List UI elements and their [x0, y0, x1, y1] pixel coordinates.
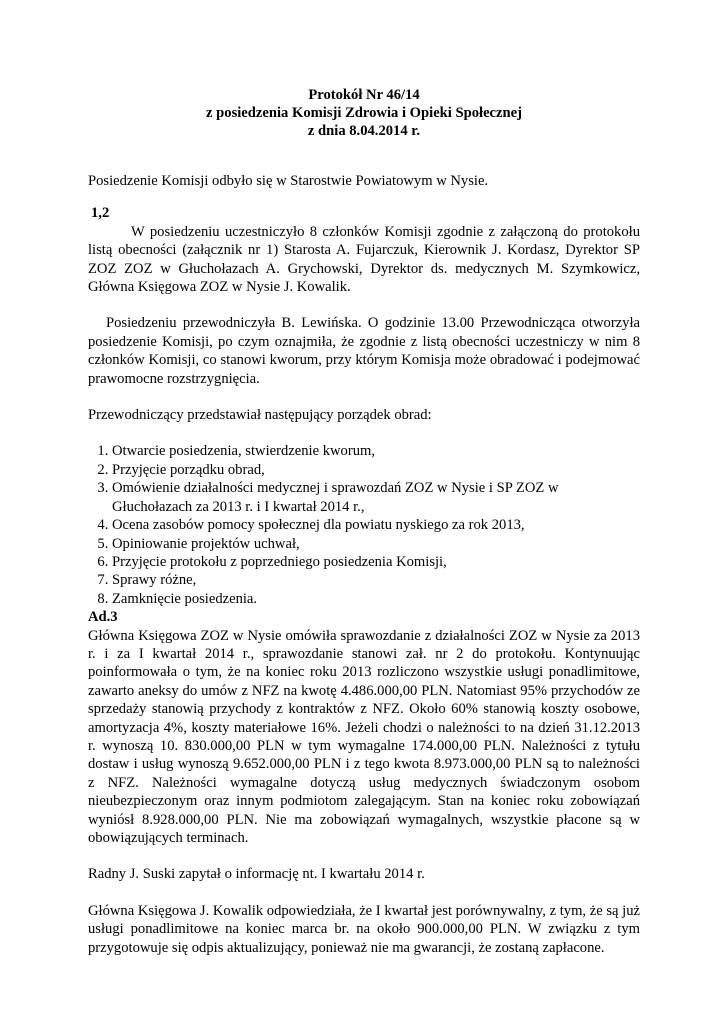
agenda-item: 4. Ocena zasobów pomocy społecznej dla powiatu nyskiego za rok 2013, — [112, 516, 640, 534]
document-title — [88, 86, 640, 140]
agenda-item: 1. Otwarcie posiedzenia, stwierdzenie kworum, — [112, 442, 640, 460]
chair-paragraph: Posiedzeniu przewodniczyła B. Lewińska. O godzinie 13.00 Przewodnicząca otworzyła posiedzenie Komisji, po czym oznajmiła, że zgodnie z listą obecności uczestniczy w nim 8 członków Komisji, co stanowi kworum, przy którym Komisja może obradować i podejmować prawomocne rozstrzygnięcia. — [88, 315, 640, 387]
title-line-date: z dnia 8.04.2014 r. — [307, 123, 421, 139]
question-paragraph: Radny J. Suski zapytał o informację nt. I kwartału 2014 r. — [88, 866, 425, 883]
document-page — [88, 86, 640, 957]
section-heading-ad3: Ad.3 — [88, 609, 118, 626]
agenda-item: 6. Przyjęcie protokołu z poprzedniego posiedzenia Komisji, — [112, 553, 640, 571]
agenda-item: 7. Sprawy różne, — [112, 571, 640, 589]
agenda-item: 2. Przyjęcie porządku obrad, — [112, 461, 640, 479]
agenda-intro: Przewodniczący przedstawiał następujący porządek obrad: — [88, 407, 432, 424]
agenda-list — [88, 442, 640, 608]
financial-report-paragraph: Główna Księgowa ZOZ w Nysie omówiła sprawozdanie z działalności ZOZ w Nysie za 2013 r. i za I kwartał 2014 r., sprawozdanie stanowi zał. nr 2 do protokołu. Kontynuując poinformowała o tym, że na koniec roku 2013 rozliczono wszystkie usługi ponadlimitowe, zawarto aneksy do umów z NFZ na kwotę 4.486.000,00 PLN. Natomiast 95% przychodów ze sprzedaży stanowią przychody z kontraktów z NFZ. Około 60% stanowią koszty osobowe, amortyzacja 4%, koszty materiałowe 16%. Jeżeli chodzi o należności to na dzień 31.12.2013 r. wynoszą 10. 830.000,00 PLN w tym wymagalne 174.000,00 PLN. Należności z tytułu dostaw i usług wynoszą 9.652.000,00 PLN i z tego kwota 8.973.000,00 PLN są to należności z NFZ. Należności wymagalne dotyczą usług medycznych świadczonym osobom nieubezpieczonym oraz innym podmiotom zalegającym. Stan na koniec roku zobowiązań wyniósł 8.928.000,00 PLN. Nie ma zobowiązań wymagalnych, wszystkie płacone są w obowiązujących terminach. — [88, 627, 640, 846]
agenda-item: 5. Opiniowanie projektów uchwał, — [112, 535, 640, 553]
agenda-item: 3. Omówienie działalności medycznej i sprawozdań ZOZ w Nysie i SP ZOZ w Głuchołazach za 2013 r. i I kwartał 2014 r., — [112, 479, 640, 516]
section-heading-1-2: 1,2 — [91, 205, 110, 222]
intro-paragraph: Posiedzenie Komisji odbyło się w Starostwie Powiatowym w Nysie. — [88, 173, 489, 189]
answer-paragraph: Główna Księgowa J. Kowalik odpowiedziała, że I kwartał jest porównywalny, z tym, że są już usługi ponadlimitowe na koniec marca br. na około 900.000,00 PLN. W związku z tym przygotowuje się odpis aktualizujący, ponieważ nie ma gwarancji, że zostaną zapłacone. — [88, 902, 640, 956]
attendance-paragraph: W posiedzeniu uczestniczyło 8 członków Komisji zgodnie z załączoną do protokołu listą obecności (załącznik nr 1) Starosta A. Fujarczuk, Kierownik J. Kordasz, Dyrektor SP ZOZ ZOZ w Głuchołazach A. Grychowski, Dyrektor ds. medycznych M. Szymkowicz, Główna Księgowa ZOZ w Nysie J. Kowalik. — [88, 223, 640, 296]
title-line-protocol: Protokół Nr 46/14 — [308, 87, 420, 103]
agenda-item: 8. Zamknięcie posiedzenia. — [112, 590, 640, 608]
title-line-committee: z posiedzenia Komisji Zdrowia i Opieki Społecznej — [206, 105, 522, 121]
